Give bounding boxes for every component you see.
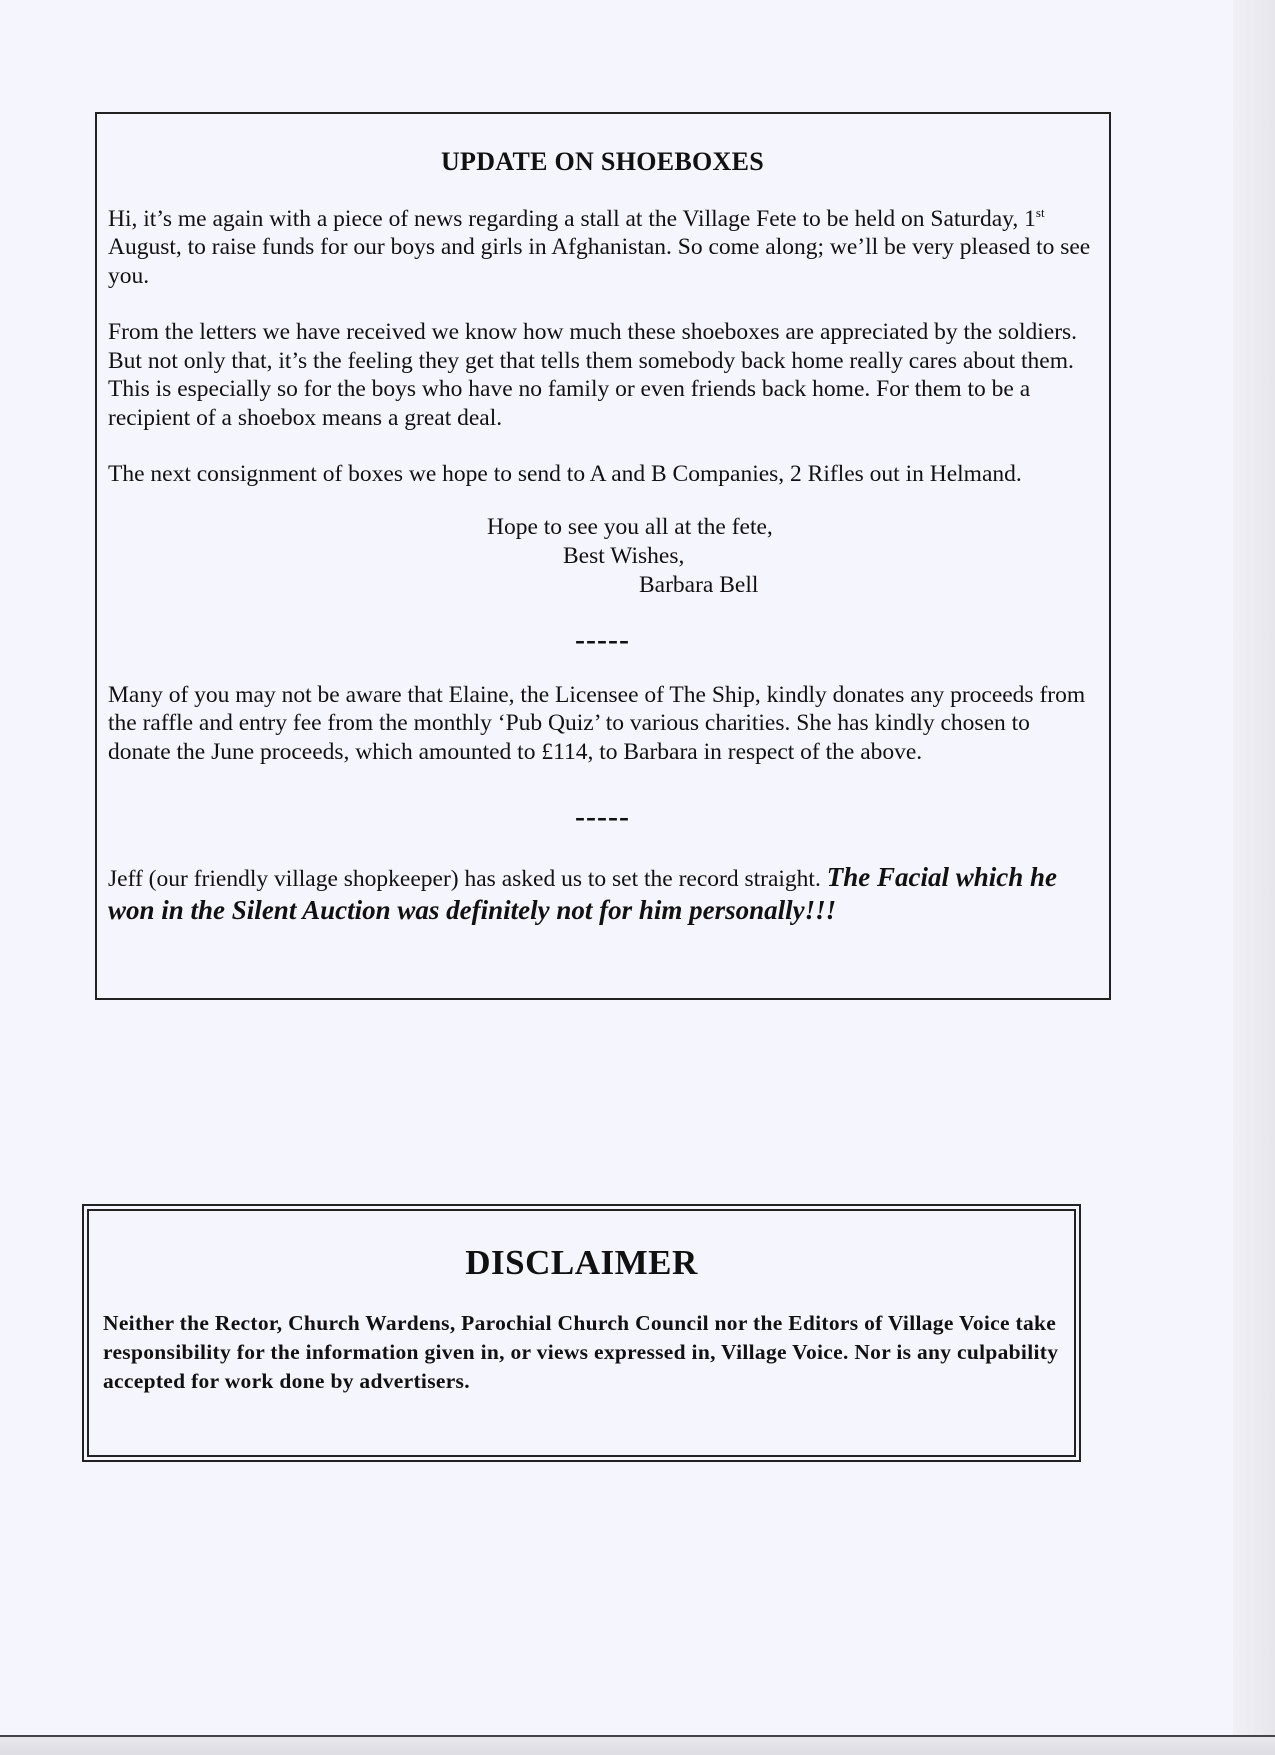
intro-text-end: August, to raise funds for our boys and girls in Afghanistan. So come along; we’ll be very pleased to see you.: [108, 234, 1091, 289]
page-edge-shadow: [1233, 0, 1275, 1755]
article-paragraph-jeff: [108, 862, 1097, 928]
disclaimer-title: DISCLAIMER: [465, 1243, 698, 1282]
signoff-block: [108, 513, 1097, 603]
article-paragraph-pub-quiz: Many of you may not be aware that Elaine, the Licensee of The Ship, kindly donates any proceeds from the raffle and entry fee from the monthly ‘Pub Quiz’ to various charities. She has kindly chosen to donate the June proceeds, which amounted to £114, to Barbara in respect of the above.: [108, 681, 1086, 765]
page-bottom-edge: [0, 1735, 1275, 1755]
signoff-author-name: Barbara Bell: [639, 571, 759, 598]
section-divider: -----: [575, 622, 630, 656]
section-divider: -----: [575, 800, 630, 833]
disclaimer-text: Neither the Rector, Church Wardens, Parochial Church Council nor the Editors of Village Voice take responsibility for the information given in, or views expressed in, Village Voice. Nor is any culpability accepted for work done by advertisers.: [103, 1311, 1059, 1393]
signoff-line-wishes: Best Wishes,: [563, 542, 685, 569]
article-paragraph-letters: From the letters we have received we know how much these shoeboxes are appreciated by the soldiers. But not only that, it’s the feeling they get that tells them somebody back home really cares about them. This is especially so for the boys who have no family or even friends back home. For them to be a recipient of a shoebox means a great deal.: [108, 319, 1078, 431]
date-ordinal-suffix: st: [1035, 204, 1045, 220]
signoff-line-greeting: Hope to see you all at the fete,: [487, 513, 773, 540]
disclaimer-inner-frame: [87, 1209, 1076, 1457]
disclaimer-box: [82, 1204, 1081, 1462]
jeff-text: Jeff (our friendly village shopkeeper) has asked us to set the record straight.: [108, 866, 827, 892]
jeff-emphasis-text: The Facial which he won in the Silent Auction was definitely not for him personally!!!: [108, 862, 1057, 925]
article-paragraph-consignment: The next consignment of boxes we hope to send to A and B Companies, 2 Rifles out in Helmand.: [108, 461, 1022, 487]
article-paragraph-intro: [108, 205, 1097, 291]
intro-text-start: Hi, it’s me again with a piece of news regarding a stall at the Village Fete to be held on Saturday, 1: [108, 205, 1036, 232]
article-title: UPDATE ON SHOEBOXES: [440, 147, 765, 176]
shoeboxes-article-box: [95, 112, 1111, 1000]
